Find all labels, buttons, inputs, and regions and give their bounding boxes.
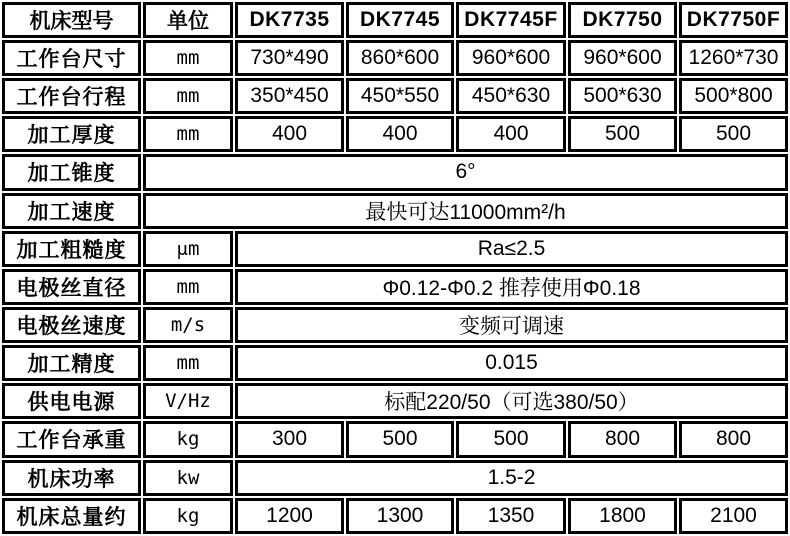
table-row xyxy=(2,345,788,381)
header-unit-label: 单位 xyxy=(143,2,233,38)
unit-cell: mm xyxy=(143,269,233,305)
value-cell: 500*800 xyxy=(679,78,788,114)
unit-cell: mm xyxy=(143,345,233,381)
header-model-0: DK7735 xyxy=(235,2,344,38)
value-cell: 1350 xyxy=(456,498,566,534)
value-cell: 960*600 xyxy=(568,40,677,76)
table-row xyxy=(2,383,788,419)
merged-value-cell: Φ0.12-Φ0.2 推荐使用Φ0.18 xyxy=(235,269,788,305)
value-cell: 1300 xyxy=(346,498,454,534)
unit-cell: kg xyxy=(143,498,233,534)
value-cell: 1200 xyxy=(235,498,344,534)
merged-value-cell: 最快可达11000mm²/h xyxy=(143,193,788,229)
value-cell: 500 xyxy=(568,116,677,152)
merged-value-cell: Ra≤2.5 xyxy=(235,231,788,267)
table-row xyxy=(2,116,788,152)
value-cell: 2100 xyxy=(679,498,788,534)
header-model-3: DK7750 xyxy=(568,2,677,38)
unit-cell: mm xyxy=(143,116,233,152)
unit-cell: kw xyxy=(143,460,233,496)
merged-value-cell: 6° xyxy=(143,154,788,190)
value-cell: 1800 xyxy=(568,498,677,534)
table-row xyxy=(2,193,788,229)
row-label: 加工厚度 xyxy=(2,116,141,152)
unit-cell: kg xyxy=(143,421,233,457)
value-cell: 800 xyxy=(679,421,788,457)
row-label: 电极丝直径 xyxy=(2,269,141,305)
unit-cell: mm xyxy=(143,40,233,76)
value-cell: 960*600 xyxy=(456,40,566,76)
row-label: 电极丝速度 xyxy=(2,307,141,343)
merged-value-cell: 1.5-2 xyxy=(235,460,788,496)
table-row xyxy=(2,498,788,534)
table-row xyxy=(2,40,788,76)
table-row xyxy=(2,421,788,457)
value-cell: 450*630 xyxy=(456,78,566,114)
header-model-4: DK7750F xyxy=(679,2,788,38)
value-cell: 400 xyxy=(456,116,566,152)
header-model-1: DK7745 xyxy=(346,2,454,38)
merged-value-cell: 标配220/50（可选380/50） xyxy=(235,383,788,419)
header-model-label: 机床型号 xyxy=(2,2,141,38)
merged-value-cell: 变频可调速 xyxy=(235,307,788,343)
table-row xyxy=(2,78,788,114)
row-label: 工作台尺寸 xyxy=(2,40,141,76)
row-label: 工作台行程 xyxy=(2,78,141,114)
row-label: 加工精度 xyxy=(2,345,141,381)
unit-cell: m/s xyxy=(143,307,233,343)
value-cell: 1260*730 xyxy=(679,40,788,76)
row-label: 加工粗糙度 xyxy=(2,231,141,267)
header-row xyxy=(2,2,788,38)
table-row xyxy=(2,307,788,343)
value-cell: 500 xyxy=(346,421,454,457)
row-label: 机床总量约 xyxy=(2,498,141,534)
value-cell: 450*550 xyxy=(346,78,454,114)
table-row xyxy=(2,460,788,496)
value-cell: 350*450 xyxy=(235,78,344,114)
merged-value-cell: 0.015 xyxy=(235,345,788,381)
spec-table-body xyxy=(2,40,788,534)
value-cell: 800 xyxy=(568,421,677,457)
unit-cell: mm xyxy=(143,78,233,114)
unit-cell: V/Hz xyxy=(143,383,233,419)
row-label: 机床功率 xyxy=(2,460,141,496)
row-label: 加工速度 xyxy=(2,193,141,229)
row-label: 供电电源 xyxy=(2,383,141,419)
table-row xyxy=(2,269,788,305)
row-label: 工作台承重 xyxy=(2,421,141,457)
value-cell: 500*630 xyxy=(568,78,677,114)
table-row xyxy=(2,231,788,267)
value-cell: 860*600 xyxy=(346,40,454,76)
value-cell: 400 xyxy=(235,116,344,152)
value-cell: 400 xyxy=(346,116,454,152)
value-cell: 730*490 xyxy=(235,40,344,76)
value-cell: 300 xyxy=(235,421,344,457)
table-row xyxy=(2,154,788,190)
value-cell: 500 xyxy=(679,116,788,152)
value-cell: 500 xyxy=(456,421,566,457)
unit-cell: μm xyxy=(143,231,233,267)
header-model-2: DK7745F xyxy=(456,2,566,38)
row-label: 加工锥度 xyxy=(2,154,141,190)
spec-table-header xyxy=(2,2,788,38)
